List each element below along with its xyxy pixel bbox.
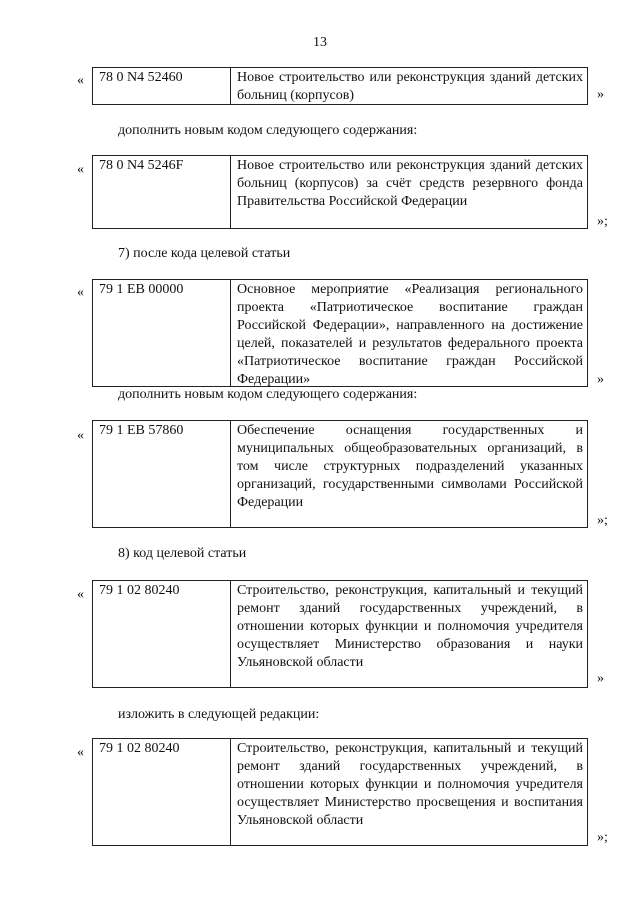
close-quote: » (597, 87, 604, 102)
paragraph-code-item: 8) код целевой статьи (118, 546, 247, 561)
close-quote: » (597, 372, 604, 387)
open-quote: « (77, 745, 84, 760)
close-quote: »; (597, 513, 608, 528)
open-quote: « (77, 162, 84, 177)
target-description: Новое строительство или реконструкция зданий детских больниц (корпусов) за счёт средств резервного фонда Правительства Российской Федерации (237, 158, 583, 209)
target-description: Обеспечение оснащения государственных и муниципальных общеобразовательных организаций, в том числе структурных подразделений указанных организаций, государственными символами Российской Федерации (237, 423, 583, 510)
code-table-row (92, 279, 588, 387)
close-quote: » (597, 671, 604, 686)
code-table-row (92, 738, 588, 846)
open-quote: « (77, 73, 84, 88)
target-description: Основное мероприятие «Реализация регионального проекта «Патриотическое воспитание граждан Российской Федерации», направленного на достижение целей, показателей и результатов федерального проекта «Патриотическое воспитание граждан Российской Федерации» (237, 282, 583, 387)
close-quote: »; (597, 214, 608, 229)
code-table-row (92, 580, 588, 688)
paragraph-after-code: 7) после кода целевой статьи (118, 246, 291, 261)
paragraph-add-code: дополнить новым кодом следующего содержания: (118, 123, 418, 138)
open-quote: « (77, 285, 84, 300)
target-code: 79 1 EB 00000 (93, 280, 231, 386)
page-number: 13 (313, 35, 327, 50)
target-code: 79 1 02 80240 (93, 581, 231, 687)
target-code: 78 0 N4 5246F (93, 156, 231, 228)
target-description: Новое строительство или реконструкция зданий детских больниц (корпусов) (237, 70, 583, 103)
target-description: Строительство, реконструкция, капитальный и текущий ремонт зданий государственных учреждений, в отношении которых функции и полномочия учредителя осуществляет Министерство просвещения и воспитания Ульяновской области (237, 741, 583, 828)
open-quote: « (77, 587, 84, 602)
code-table-row (92, 67, 588, 105)
paragraph-restate: изложить в следующей редакции: (118, 707, 320, 722)
target-code: 79 1 02 80240 (93, 739, 231, 845)
close-quote: »; (597, 830, 608, 845)
target-code: 79 1 EB 57860 (93, 421, 231, 527)
open-quote: « (77, 428, 84, 443)
code-table-row (92, 155, 588, 229)
target-description: Строительство, реконструкция, капитальный и текущий ремонт зданий государственных учреждений, в отношении которых функции и полномочия учредителя осуществляет Министерство образования и науки Ульяновской области (237, 583, 583, 670)
code-table-row (92, 420, 588, 528)
target-code: 78 0 N4 52460 (93, 68, 231, 104)
paragraph-add-code: дополнить новым кодом следующего содержания: (118, 387, 418, 402)
